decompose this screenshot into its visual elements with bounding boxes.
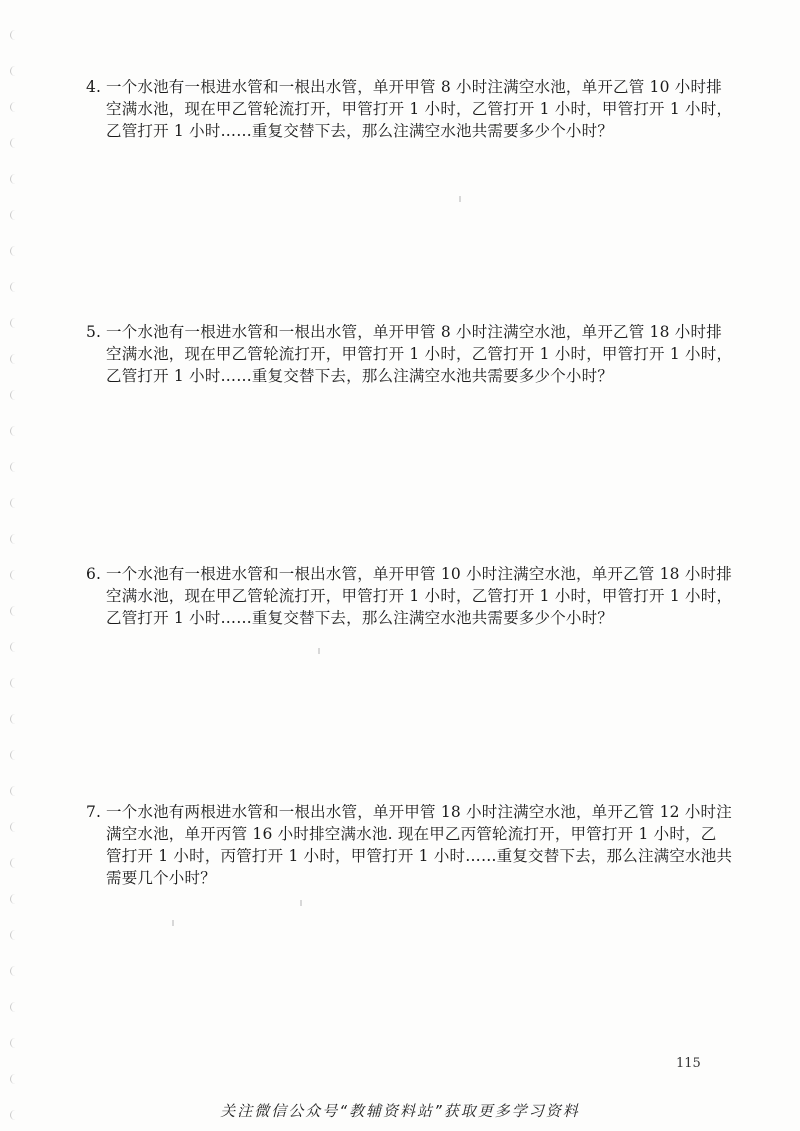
binding-mark xyxy=(10,390,17,400)
scan-speck xyxy=(318,648,320,654)
binding-mark xyxy=(10,210,17,220)
page-number: 115 xyxy=(676,1056,701,1071)
problem-5 xyxy=(86,321,733,387)
binding-mark xyxy=(10,1038,17,1048)
binding-mark xyxy=(10,66,17,76)
binding-mark xyxy=(10,282,17,292)
problem-number: 4. xyxy=(86,78,102,96)
problem-line: 空满水池，现在甲乙管轮流打开，甲管打开 1 小时，乙管打开 1 小时，甲管打开 1 小时， xyxy=(106,345,733,363)
footer-watermark-text: 关注微信公众号“教辅资料站”获取更多学习资料 xyxy=(220,1102,580,1120)
problem-line: 乙管打开 1 小时……重复交替下去，那么注满空水池共需要多少个小时？ xyxy=(106,609,614,627)
binding-mark xyxy=(10,462,17,472)
binding-mark xyxy=(10,354,17,364)
binding-mark xyxy=(10,858,17,868)
problem-text: 一个水池有两根进水管和一根出水管，单开甲管 18 小时注满空水池，单开乙管 12 小时注 xyxy=(106,803,732,821)
scan-speck xyxy=(300,900,302,906)
binding-mark xyxy=(10,246,17,256)
binding-mark xyxy=(10,750,17,760)
problem-line: 满空水池，单开丙管 16 小时排空满水池. 现在甲乙丙管轮流打开，甲管打开 1 小时，乙 xyxy=(106,825,717,843)
problem-text: 一个水池有一根进水管和一根出水管，单开甲管 8 小时注满空水池，单开乙管 10 小时排 xyxy=(106,78,722,96)
binding-mark xyxy=(10,642,17,652)
problem-line: 乙管打开 1 小时……重复交替下去，那么注满空水池共需要多少个小时？ xyxy=(106,367,614,385)
problem-text: 一个水池有一根进水管和一根出水管，单开甲管 8 小时注满空水池，单开乙管 18 小时排 xyxy=(106,323,722,341)
problem-line xyxy=(86,563,732,585)
scan-speck xyxy=(172,920,174,926)
binding-mark xyxy=(10,606,17,616)
problem-line: 空满水池，现在甲乙管轮流打开，甲管打开 1 小时，乙管打开 1 小时，甲管打开 1 小时， xyxy=(106,100,733,118)
binding-mark xyxy=(10,894,17,904)
binding-mark xyxy=(10,678,17,688)
problem-line: 管打开 1 小时，丙管打开 1 小时，甲管打开 1 小时……重复交替下去，那么注满空水池共 xyxy=(106,847,733,865)
binding-mark xyxy=(10,714,17,724)
scan-speck xyxy=(459,196,461,202)
binding-mark xyxy=(10,1002,17,1012)
problem-6 xyxy=(86,563,733,629)
problem-4 xyxy=(86,76,733,142)
problem-text: 一个水池有一根进水管和一根出水管，单开甲管 10 小时注满空水池，单开乙管 18 小时排 xyxy=(106,565,732,583)
binding-mark xyxy=(10,498,17,508)
problem-line: 需要几个小时？ xyxy=(106,869,216,887)
binding-mark xyxy=(10,30,17,40)
problem-line: 乙管打开 1 小时……重复交替下去，那么注满空水池共需要多少个小时？ xyxy=(106,122,614,140)
problem-7 xyxy=(86,801,733,889)
problem-line xyxy=(86,801,732,823)
binding-mark xyxy=(10,930,17,940)
binding-mark xyxy=(10,426,17,436)
problem-line: 空满水池，现在甲乙管轮流打开，甲管打开 1 小时，乙管打开 1 小时，甲管打开 1 小时， xyxy=(106,587,733,605)
problem-number: 5. xyxy=(86,323,102,341)
binding-mark xyxy=(10,318,17,328)
binding-mark xyxy=(10,102,17,112)
problem-line xyxy=(86,321,722,343)
binding-mark xyxy=(10,1074,17,1084)
binding-mark xyxy=(10,138,17,148)
binding-mark xyxy=(10,966,17,976)
binding-mark xyxy=(10,786,17,796)
binding-mark xyxy=(10,570,17,580)
binding-mark xyxy=(10,174,17,184)
binding-mark xyxy=(10,822,17,832)
problem-line xyxy=(86,76,722,98)
problem-number: 7. xyxy=(86,803,102,821)
binding-mark xyxy=(10,534,17,544)
problem-number: 6. xyxy=(86,565,102,583)
